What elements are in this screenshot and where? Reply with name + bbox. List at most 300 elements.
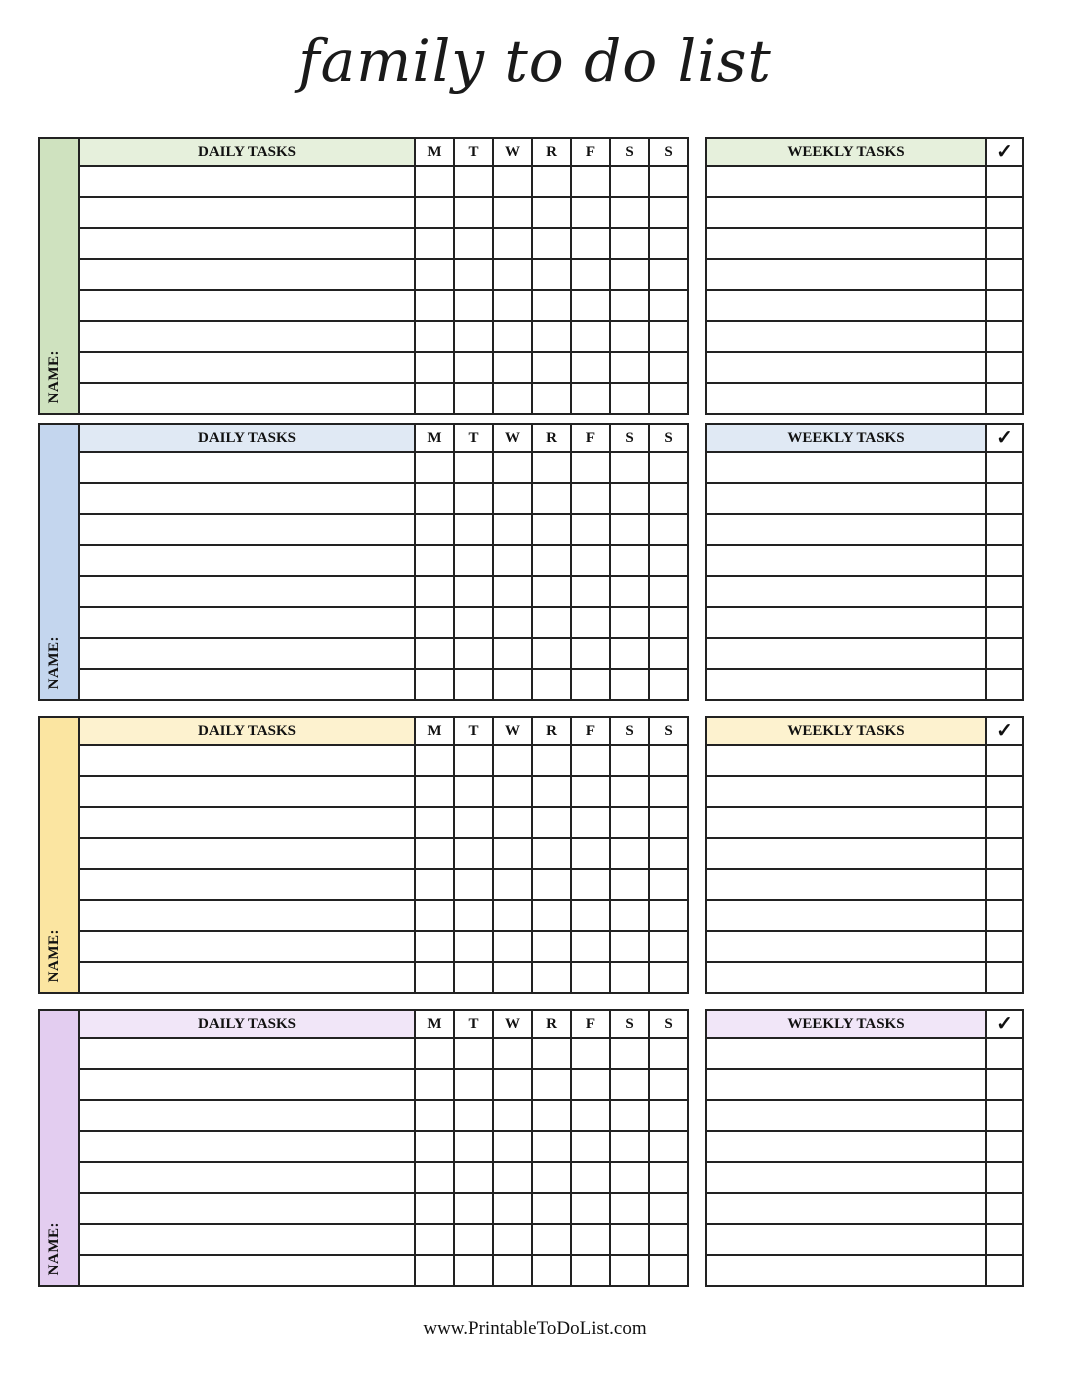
day-checkbox[interactable] — [532, 352, 571, 383]
day-checkbox[interactable] — [532, 838, 571, 869]
day-checkbox[interactable] — [532, 259, 571, 290]
day-checkbox[interactable] — [571, 607, 610, 638]
day-checkbox[interactable] — [454, 607, 493, 638]
day-checkbox[interactable] — [610, 290, 649, 321]
day-checkbox[interactable] — [610, 1131, 649, 1162]
day-checkbox[interactable] — [532, 514, 571, 545]
weekly-task-field[interactable] — [706, 1100, 986, 1131]
day-checkbox[interactable] — [649, 1224, 688, 1255]
weekly-checkbox[interactable] — [986, 352, 1023, 383]
day-checkbox[interactable] — [649, 900, 688, 931]
day-checkbox[interactable] — [571, 166, 610, 197]
day-checkbox[interactable] — [571, 1193, 610, 1224]
daily-task-field[interactable] — [79, 776, 415, 807]
day-checkbox[interactable] — [532, 1069, 571, 1100]
weekly-checkbox[interactable] — [986, 1224, 1023, 1255]
daily-task-field[interactable] — [79, 1255, 415, 1286]
weekly-checkbox[interactable] — [986, 197, 1023, 228]
day-checkbox[interactable] — [454, 290, 493, 321]
day-checkbox[interactable] — [649, 931, 688, 962]
weekly-checkbox[interactable] — [986, 259, 1023, 290]
weekly-task-field[interactable] — [706, 259, 986, 290]
day-checkbox[interactable] — [532, 1100, 571, 1131]
daily-task-field[interactable] — [79, 321, 415, 352]
day-checkbox[interactable] — [454, 1193, 493, 1224]
daily-task-field[interactable] — [79, 962, 415, 993]
day-checkbox[interactable] — [493, 166, 532, 197]
weekly-checkbox[interactable] — [986, 669, 1023, 700]
weekly-checkbox[interactable] — [986, 1100, 1023, 1131]
day-checkbox[interactable] — [610, 1193, 649, 1224]
day-checkbox[interactable] — [649, 1100, 688, 1131]
day-checkbox[interactable] — [610, 352, 649, 383]
day-checkbox[interactable] — [454, 962, 493, 993]
weekly-task-field[interactable] — [706, 745, 986, 776]
weekly-task-field[interactable] — [706, 776, 986, 807]
weekly-checkbox[interactable] — [986, 483, 1023, 514]
day-checkbox[interactable] — [610, 1255, 649, 1286]
day-checkbox[interactable] — [415, 197, 454, 228]
weekly-task-field[interactable] — [706, 228, 986, 259]
day-checkbox[interactable] — [493, 838, 532, 869]
weekly-checkbox[interactable] — [986, 745, 1023, 776]
day-checkbox[interactable] — [610, 166, 649, 197]
day-checkbox[interactable] — [571, 290, 610, 321]
weekly-checkbox[interactable] — [986, 869, 1023, 900]
weekly-checkbox[interactable] — [986, 166, 1023, 197]
day-checkbox[interactable] — [610, 576, 649, 607]
day-checkbox[interactable] — [649, 745, 688, 776]
day-checkbox[interactable] — [649, 452, 688, 483]
day-checkbox[interactable] — [415, 962, 454, 993]
day-checkbox[interactable] — [454, 166, 493, 197]
weekly-checkbox[interactable] — [986, 1193, 1023, 1224]
day-checkbox[interactable] — [532, 197, 571, 228]
day-checkbox[interactable] — [493, 900, 532, 931]
weekly-task-field[interactable] — [706, 197, 986, 228]
day-checkbox[interactable] — [571, 1255, 610, 1286]
day-checkbox[interactable] — [571, 1162, 610, 1193]
day-checkbox[interactable] — [415, 669, 454, 700]
day-checkbox[interactable] — [571, 962, 610, 993]
day-checkbox[interactable] — [610, 1069, 649, 1100]
day-checkbox[interactable] — [571, 197, 610, 228]
day-checkbox[interactable] — [493, 1162, 532, 1193]
day-checkbox[interactable] — [649, 807, 688, 838]
day-checkbox[interactable] — [493, 290, 532, 321]
day-checkbox[interactable] — [415, 1193, 454, 1224]
name-bar[interactable] — [38, 137, 78, 415]
day-checkbox[interactable] — [649, 838, 688, 869]
day-checkbox[interactable] — [649, 1162, 688, 1193]
day-checkbox[interactable] — [493, 931, 532, 962]
day-checkbox[interactable] — [454, 1069, 493, 1100]
day-checkbox[interactable] — [493, 638, 532, 669]
weekly-task-field[interactable] — [706, 1255, 986, 1286]
day-checkbox[interactable] — [493, 869, 532, 900]
day-checkbox[interactable] — [532, 807, 571, 838]
day-checkbox[interactable] — [610, 1038, 649, 1069]
day-checkbox[interactable] — [415, 166, 454, 197]
day-checkbox[interactable] — [415, 321, 454, 352]
daily-task-field[interactable] — [79, 931, 415, 962]
weekly-checkbox[interactable] — [986, 514, 1023, 545]
day-checkbox[interactable] — [532, 321, 571, 352]
day-checkbox[interactable] — [571, 545, 610, 576]
daily-task-field[interactable] — [79, 1193, 415, 1224]
day-checkbox[interactable] — [532, 1162, 571, 1193]
day-checkbox[interactable] — [571, 669, 610, 700]
day-checkbox[interactable] — [571, 228, 610, 259]
day-checkbox[interactable] — [415, 259, 454, 290]
day-checkbox[interactable] — [571, 931, 610, 962]
daily-task-field[interactable] — [79, 352, 415, 383]
day-checkbox[interactable] — [532, 669, 571, 700]
day-checkbox[interactable] — [649, 383, 688, 414]
daily-task-field[interactable] — [79, 452, 415, 483]
daily-task-field[interactable] — [79, 576, 415, 607]
weekly-checkbox[interactable] — [986, 290, 1023, 321]
day-checkbox[interactable] — [454, 745, 493, 776]
day-checkbox[interactable] — [610, 452, 649, 483]
day-checkbox[interactable] — [454, 838, 493, 869]
day-checkbox[interactable] — [493, 197, 532, 228]
daily-task-field[interactable] — [79, 838, 415, 869]
day-checkbox[interactable] — [454, 1100, 493, 1131]
daily-task-field[interactable] — [79, 869, 415, 900]
day-checkbox[interactable] — [493, 352, 532, 383]
weekly-checkbox[interactable] — [986, 452, 1023, 483]
day-checkbox[interactable] — [415, 638, 454, 669]
day-checkbox[interactable] — [610, 931, 649, 962]
name-bar[interactable] — [38, 716, 78, 994]
day-checkbox[interactable] — [610, 514, 649, 545]
weekly-task-field[interactable] — [706, 545, 986, 576]
daily-task-field[interactable] — [79, 807, 415, 838]
weekly-task-field[interactable] — [706, 352, 986, 383]
weekly-checkbox[interactable] — [986, 1069, 1023, 1100]
day-checkbox[interactable] — [610, 669, 649, 700]
day-checkbox[interactable] — [454, 452, 493, 483]
daily-task-field[interactable] — [79, 745, 415, 776]
day-checkbox[interactable] — [649, 259, 688, 290]
day-checkbox[interactable] — [493, 1255, 532, 1286]
day-checkbox[interactable] — [415, 931, 454, 962]
day-checkbox[interactable] — [415, 290, 454, 321]
weekly-task-field[interactable] — [706, 483, 986, 514]
day-checkbox[interactable] — [454, 259, 493, 290]
daily-task-field[interactable] — [79, 166, 415, 197]
daily-task-field[interactable] — [79, 197, 415, 228]
weekly-task-field[interactable] — [706, 166, 986, 197]
day-checkbox[interactable] — [610, 900, 649, 931]
name-bar[interactable] — [38, 1009, 78, 1287]
name-bar[interactable] — [38, 423, 78, 701]
day-checkbox[interactable] — [532, 962, 571, 993]
day-checkbox[interactable] — [610, 776, 649, 807]
day-checkbox[interactable] — [493, 483, 532, 514]
day-checkbox[interactable] — [415, 838, 454, 869]
day-checkbox[interactable] — [454, 1255, 493, 1286]
day-checkbox[interactable] — [454, 638, 493, 669]
day-checkbox[interactable] — [454, 669, 493, 700]
daily-task-field[interactable] — [79, 607, 415, 638]
day-checkbox[interactable] — [649, 669, 688, 700]
daily-task-field[interactable] — [79, 290, 415, 321]
day-checkbox[interactable] — [532, 166, 571, 197]
day-checkbox[interactable] — [415, 776, 454, 807]
day-checkbox[interactable] — [415, 1038, 454, 1069]
day-checkbox[interactable] — [532, 869, 571, 900]
day-checkbox[interactable] — [415, 1100, 454, 1131]
day-checkbox[interactable] — [454, 576, 493, 607]
day-checkbox[interactable] — [610, 745, 649, 776]
day-checkbox[interactable] — [610, 483, 649, 514]
day-checkbox[interactable] — [532, 1224, 571, 1255]
daily-task-field[interactable] — [79, 228, 415, 259]
weekly-checkbox[interactable] — [986, 228, 1023, 259]
day-checkbox[interactable] — [415, 900, 454, 931]
day-checkbox[interactable] — [454, 514, 493, 545]
daily-task-field[interactable] — [79, 1162, 415, 1193]
day-checkbox[interactable] — [571, 1069, 610, 1100]
day-checkbox[interactable] — [532, 483, 571, 514]
daily-task-field[interactable] — [79, 1038, 415, 1069]
daily-task-field[interactable] — [79, 1100, 415, 1131]
weekly-task-field[interactable] — [706, 962, 986, 993]
day-checkbox[interactable] — [571, 514, 610, 545]
day-checkbox[interactable] — [532, 452, 571, 483]
weekly-task-field[interactable] — [706, 838, 986, 869]
day-checkbox[interactable] — [610, 869, 649, 900]
daily-task-field[interactable] — [79, 483, 415, 514]
weekly-checkbox[interactable] — [986, 776, 1023, 807]
day-checkbox[interactable] — [493, 452, 532, 483]
day-checkbox[interactable] — [415, 545, 454, 576]
day-checkbox[interactable] — [454, 1038, 493, 1069]
day-checkbox[interactable] — [415, 745, 454, 776]
day-checkbox[interactable] — [649, 483, 688, 514]
day-checkbox[interactable] — [532, 931, 571, 962]
daily-task-field[interactable] — [79, 1131, 415, 1162]
day-checkbox[interactable] — [454, 483, 493, 514]
weekly-task-field[interactable] — [706, 383, 986, 414]
day-checkbox[interactable] — [415, 607, 454, 638]
day-checkbox[interactable] — [493, 1131, 532, 1162]
day-checkbox[interactable] — [610, 1100, 649, 1131]
day-checkbox[interactable] — [532, 1193, 571, 1224]
day-checkbox[interactable] — [649, 1038, 688, 1069]
day-checkbox[interactable] — [415, 1162, 454, 1193]
day-checkbox[interactable] — [610, 638, 649, 669]
day-checkbox[interactable] — [454, 1131, 493, 1162]
day-checkbox[interactable] — [532, 776, 571, 807]
day-checkbox[interactable] — [454, 900, 493, 931]
day-checkbox[interactable] — [454, 352, 493, 383]
day-checkbox[interactable] — [649, 166, 688, 197]
day-checkbox[interactable] — [415, 383, 454, 414]
day-checkbox[interactable] — [415, 483, 454, 514]
day-checkbox[interactable] — [493, 1069, 532, 1100]
weekly-task-field[interactable] — [706, 1069, 986, 1100]
day-checkbox[interactable] — [571, 383, 610, 414]
daily-task-field[interactable] — [79, 1224, 415, 1255]
weekly-task-field[interactable] — [706, 1131, 986, 1162]
day-checkbox[interactable] — [571, 807, 610, 838]
daily-task-field[interactable] — [79, 638, 415, 669]
weekly-task-field[interactable] — [706, 1038, 986, 1069]
day-checkbox[interactable] — [454, 1224, 493, 1255]
daily-task-field[interactable] — [79, 1069, 415, 1100]
day-checkbox[interactable] — [415, 869, 454, 900]
day-checkbox[interactable] — [493, 807, 532, 838]
weekly-task-field[interactable] — [706, 638, 986, 669]
day-checkbox[interactable] — [610, 838, 649, 869]
weekly-checkbox[interactable] — [986, 1162, 1023, 1193]
weekly-checkbox[interactable] — [986, 321, 1023, 352]
day-checkbox[interactable] — [571, 1038, 610, 1069]
day-checkbox[interactable] — [454, 228, 493, 259]
day-checkbox[interactable] — [649, 228, 688, 259]
day-checkbox[interactable] — [415, 1131, 454, 1162]
day-checkbox[interactable] — [571, 352, 610, 383]
day-checkbox[interactable] — [532, 545, 571, 576]
day-checkbox[interactable] — [415, 352, 454, 383]
day-checkbox[interactable] — [454, 197, 493, 228]
weekly-task-field[interactable] — [706, 931, 986, 962]
day-checkbox[interactable] — [610, 228, 649, 259]
day-checkbox[interactable] — [610, 1224, 649, 1255]
daily-task-field[interactable] — [79, 514, 415, 545]
day-checkbox[interactable] — [649, 869, 688, 900]
weekly-task-field[interactable] — [706, 576, 986, 607]
day-checkbox[interactable] — [415, 1224, 454, 1255]
day-checkbox[interactable] — [571, 745, 610, 776]
day-checkbox[interactable] — [493, 545, 532, 576]
day-checkbox[interactable] — [493, 259, 532, 290]
weekly-checkbox[interactable] — [986, 1131, 1023, 1162]
weekly-task-field[interactable] — [706, 452, 986, 483]
daily-task-field[interactable] — [79, 545, 415, 576]
weekly-task-field[interactable] — [706, 321, 986, 352]
day-checkbox[interactable] — [571, 900, 610, 931]
daily-task-field[interactable] — [79, 259, 415, 290]
day-checkbox[interactable] — [415, 576, 454, 607]
day-checkbox[interactable] — [649, 1069, 688, 1100]
day-checkbox[interactable] — [493, 383, 532, 414]
day-checkbox[interactable] — [532, 383, 571, 414]
day-checkbox[interactable] — [571, 1131, 610, 1162]
daily-task-field[interactable] — [79, 383, 415, 414]
day-checkbox[interactable] — [532, 638, 571, 669]
weekly-checkbox[interactable] — [986, 383, 1023, 414]
day-checkbox[interactable] — [415, 514, 454, 545]
day-checkbox[interactable] — [610, 197, 649, 228]
weekly-task-field[interactable] — [706, 669, 986, 700]
day-checkbox[interactable] — [493, 321, 532, 352]
day-checkbox[interactable] — [610, 962, 649, 993]
weekly-checkbox[interactable] — [986, 1038, 1023, 1069]
day-checkbox[interactable] — [493, 1224, 532, 1255]
day-checkbox[interactable] — [493, 228, 532, 259]
day-checkbox[interactable] — [532, 900, 571, 931]
day-checkbox[interactable] — [571, 452, 610, 483]
day-checkbox[interactable] — [532, 290, 571, 321]
day-checkbox[interactable] — [454, 383, 493, 414]
day-checkbox[interactable] — [532, 607, 571, 638]
weekly-checkbox[interactable] — [986, 638, 1023, 669]
day-checkbox[interactable] — [415, 1069, 454, 1100]
day-checkbox[interactable] — [649, 1131, 688, 1162]
weekly-checkbox[interactable] — [986, 931, 1023, 962]
weekly-task-field[interactable] — [706, 1224, 986, 1255]
day-checkbox[interactable] — [493, 669, 532, 700]
day-checkbox[interactable] — [649, 352, 688, 383]
day-checkbox[interactable] — [649, 576, 688, 607]
day-checkbox[interactable] — [610, 321, 649, 352]
day-checkbox[interactable] — [571, 838, 610, 869]
weekly-checkbox[interactable] — [986, 1255, 1023, 1286]
weekly-task-field[interactable] — [706, 1162, 986, 1193]
weekly-checkbox[interactable] — [986, 576, 1023, 607]
day-checkbox[interactable] — [610, 383, 649, 414]
day-checkbox[interactable] — [493, 776, 532, 807]
weekly-task-field[interactable] — [706, 869, 986, 900]
day-checkbox[interactable] — [532, 745, 571, 776]
day-checkbox[interactable] — [610, 545, 649, 576]
day-checkbox[interactable] — [454, 776, 493, 807]
day-checkbox[interactable] — [415, 807, 454, 838]
day-checkbox[interactable] — [454, 545, 493, 576]
day-checkbox[interactable] — [415, 452, 454, 483]
day-checkbox[interactable] — [610, 807, 649, 838]
weekly-task-field[interactable] — [706, 900, 986, 931]
weekly-checkbox[interactable] — [986, 807, 1023, 838]
weekly-checkbox[interactable] — [986, 545, 1023, 576]
day-checkbox[interactable] — [493, 745, 532, 776]
day-checkbox[interactable] — [610, 607, 649, 638]
day-checkbox[interactable] — [649, 545, 688, 576]
day-checkbox[interactable] — [454, 931, 493, 962]
day-checkbox[interactable] — [571, 321, 610, 352]
day-checkbox[interactable] — [493, 1038, 532, 1069]
day-checkbox[interactable] — [415, 228, 454, 259]
day-checkbox[interactable] — [493, 514, 532, 545]
day-checkbox[interactable] — [532, 1255, 571, 1286]
weekly-checkbox[interactable] — [986, 962, 1023, 993]
day-checkbox[interactable] — [532, 576, 571, 607]
day-checkbox[interactable] — [454, 321, 493, 352]
weekly-task-field[interactable] — [706, 290, 986, 321]
daily-task-field[interactable] — [79, 900, 415, 931]
day-checkbox[interactable] — [415, 1255, 454, 1286]
day-checkbox[interactable] — [649, 776, 688, 807]
weekly-task-field[interactable] — [706, 1193, 986, 1224]
day-checkbox[interactable] — [649, 1193, 688, 1224]
day-checkbox[interactable] — [571, 1224, 610, 1255]
day-checkbox[interactable] — [454, 869, 493, 900]
day-checkbox[interactable] — [571, 638, 610, 669]
weekly-task-field[interactable] — [706, 607, 986, 638]
day-checkbox[interactable] — [532, 228, 571, 259]
day-checkbox[interactable] — [649, 321, 688, 352]
day-checkbox[interactable] — [649, 638, 688, 669]
day-checkbox[interactable] — [493, 962, 532, 993]
day-checkbox[interactable] — [571, 1100, 610, 1131]
day-checkbox[interactable] — [493, 607, 532, 638]
weekly-checkbox[interactable] — [986, 607, 1023, 638]
day-checkbox[interactable] — [571, 869, 610, 900]
